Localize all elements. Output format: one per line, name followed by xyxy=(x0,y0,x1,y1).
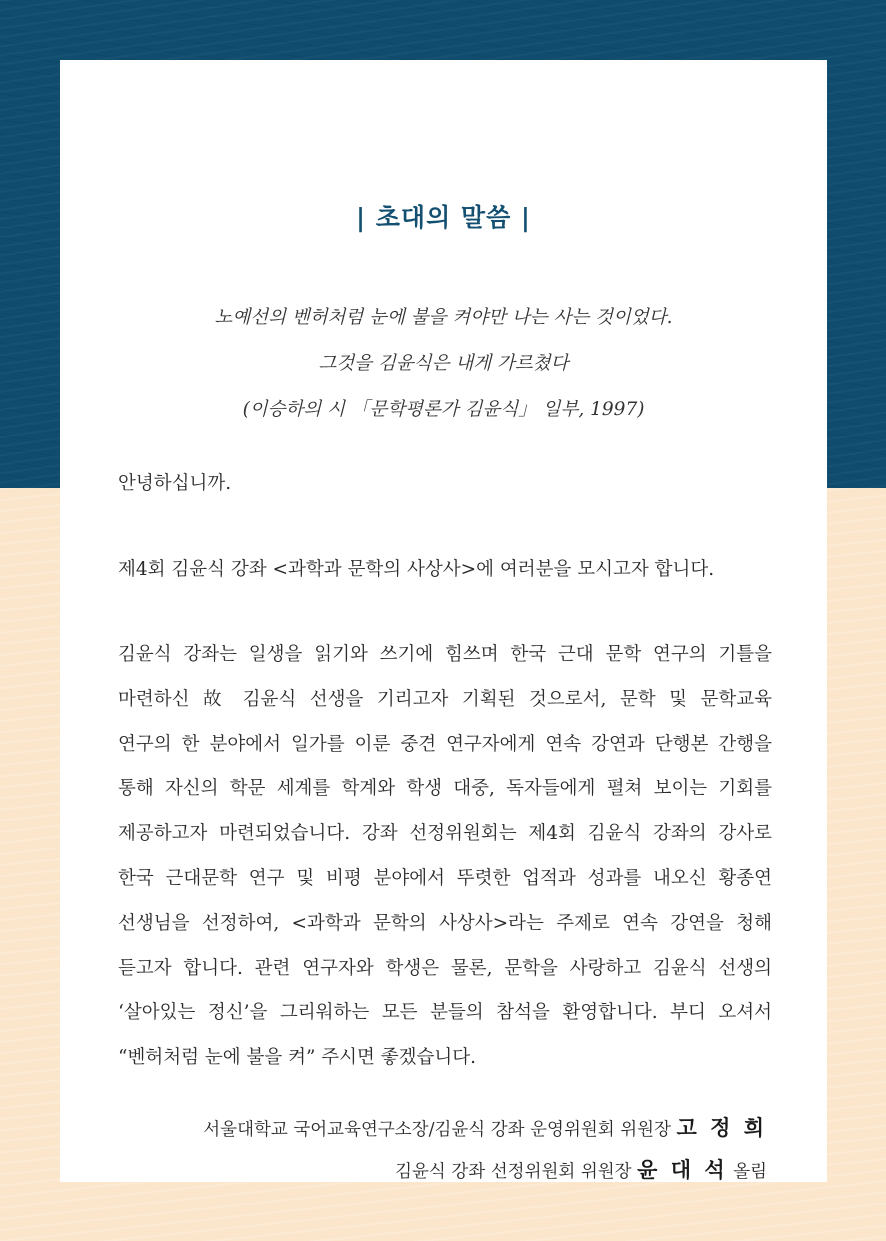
body-line: 통해 자신의 학문 세계를 학계와 학생 대중, 독자들에게 펼쳐 보이는 기회를 xyxy=(118,778,772,800)
invitation-card xyxy=(60,60,827,1182)
body-line: 김윤식 강좌는 일생을 읽기와 쓰기에 힘쓰며 한국 근대 문학 연구의 기틀을 xyxy=(118,644,772,665)
signer-role: 김윤식 강좌 선정위원회 위원장 xyxy=(395,1162,638,1182)
body-line: “벤허처럼 눈에 불을 켜” 주시면 좋겠습니다. xyxy=(118,1047,477,1069)
body-line: 한국 근대문학 연구 및 비평 분야에서 뚜렷한 업적과 성과를 내오신 황종연 xyxy=(118,867,772,889)
body-line: 선생님을 선정하여, <과학과 문학의 사상사>라는 주제로 연속 강연을 청해 xyxy=(118,912,772,934)
body-line: 듣고자 합니다. 관련 연구자와 학생은 물론, 문학을 사랑하고 김윤식 선생의 xyxy=(118,957,772,979)
poem-line: 노예선의 벤허처럼 눈에 불을 켜야만 나는 사는 것이었다. xyxy=(214,307,673,328)
body-line: 연구의 한 분야에서 일가를 이룬 중견 연구자에게 연속 강연과 단행본 간행을 xyxy=(118,733,772,755)
poem-line: 그것을 김윤식은 내게 가르쳤다 xyxy=(318,353,569,374)
body-line: ‘살아있는 정신’을 그리워하는 모든 분들의 참석을 환영합니다. 부디 오셔서 xyxy=(118,1002,772,1024)
signer-name: 윤 대 석 xyxy=(637,1157,728,1182)
poem-citation: (이승하의 시 「문학평론가 김윤식」 일부, 1997) xyxy=(242,399,645,420)
page-title: | 초대의 말씀 | xyxy=(355,203,532,232)
signature-line-1 xyxy=(67,1112,767,1142)
signature-line-2 xyxy=(67,1154,767,1184)
invitation-body xyxy=(118,633,772,1081)
greeting-text: 안녕하십니까. xyxy=(118,473,232,494)
body-line: 마련하신 故 김윤식 선생을 기리고자 기획된 것으로서, 문학 및 문학교육 xyxy=(118,688,772,710)
body-line: 제공하고자 마련되었습니다. 강좌 선정위원회는 제4회 김윤식 강좌의 강사로 xyxy=(118,823,772,845)
signer-name: 고 정 희 xyxy=(676,1115,767,1140)
intro-text: 제4회 김윤식 강좌 <과학과 문학의 사상사>에 여러분을 모시고자 합니다. xyxy=(118,559,715,580)
signer-role: 서울대학교 국어교육연구소장/김윤식 강좌 운영위원회 위원장 xyxy=(203,1120,677,1140)
epigraph-poem xyxy=(60,295,827,433)
signature-suffix: 올림 xyxy=(727,1162,767,1182)
